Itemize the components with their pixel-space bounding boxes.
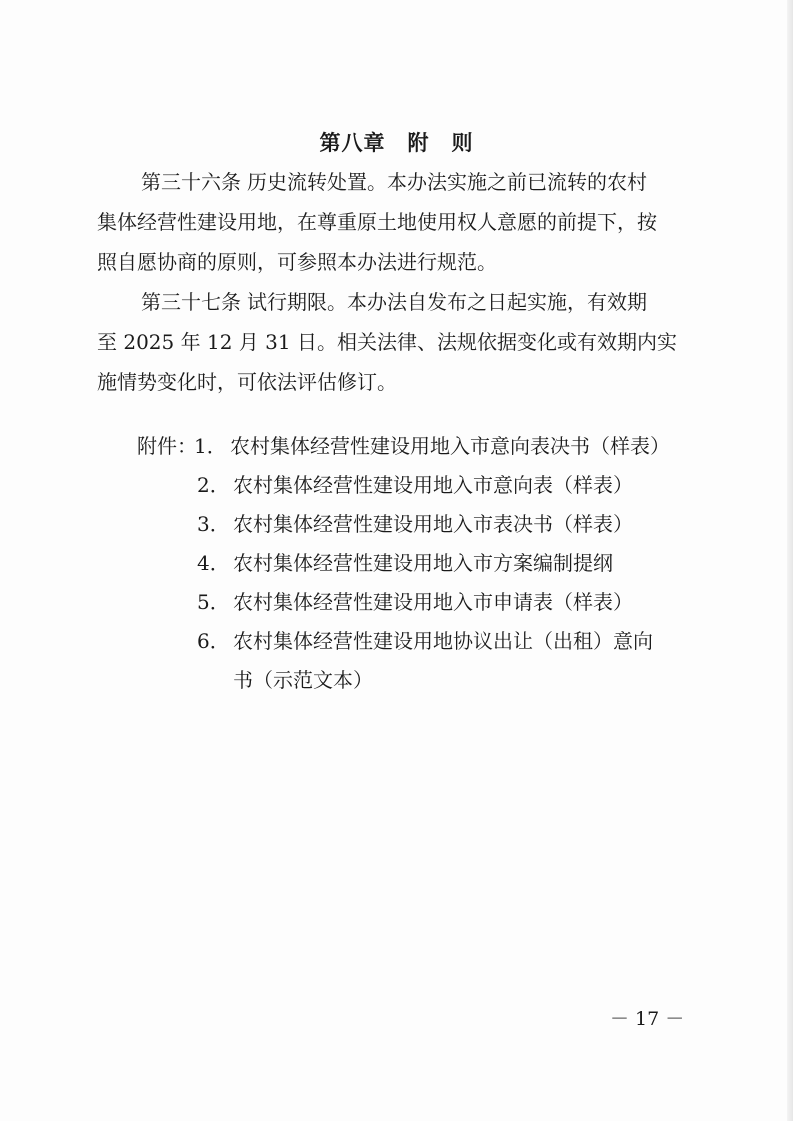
article-37-label: 第三十七条 — [141, 290, 241, 314]
attachment-title: 农村集体经营性建设用地协议出让（出租）意向 — [233, 629, 653, 653]
attachment-title: 农村集体经营性建设用地入市方案编制提纲 — [233, 551, 613, 575]
chapter-title: 第八章 附 则 — [319, 131, 474, 155]
attachment-number: 5． — [197, 590, 230, 614]
attachment-item-5 — [137, 583, 757, 622]
attachment-title: 农村集体经营性建设用地入市申请表（样表） — [233, 590, 633, 614]
attachments-list — [137, 427, 757, 700]
attachment-title: 农村集体经营性建设用地入市表决书（样表） — [233, 512, 633, 536]
attachment-number: 3． — [197, 512, 230, 536]
article-36-line-3: 照自愿协商的原则，可参照本办法进行规范。 — [97, 250, 497, 274]
article-37-line-1 — [135, 282, 695, 322]
attachment-item-1 — [137, 427, 757, 466]
article-36-text-1: 历史流转处置。本办法实施之前已流转的农村 — [247, 170, 647, 194]
attachment-number: 2． — [197, 473, 230, 497]
attachment-number: 4． — [197, 551, 230, 575]
attachment-item-4 — [137, 544, 757, 583]
attachments-prefix: 附件： — [137, 434, 197, 458]
attachment-item-3 — [137, 505, 757, 544]
attachment-number: 6． — [197, 629, 230, 653]
attachment-item-6 — [137, 622, 757, 661]
attachment-title-continued: 书（示范文本） — [233, 668, 373, 692]
scan-edge — [787, 0, 793, 1121]
article-36-line-1 — [135, 162, 695, 202]
attachment-title: 农村集体经营性建设用地入市意向表（样表） — [233, 473, 633, 497]
article-36-line-2: 集体经营性建设用地，在尊重原土地使用权人意愿的前提下，按 — [97, 210, 657, 234]
article-36-label: 第三十六条 — [141, 170, 241, 194]
article-37-line-2: 至 2025 年 12 月 31 日。相关法律、法规依据变化或有效期内实 — [97, 330, 677, 354]
attachment-number: 1． — [194, 434, 227, 458]
article-37-line-3: 施情势变化时，可依法评估修订。 — [97, 370, 397, 394]
article-36 — [97, 162, 695, 282]
article-37-text-1: 试行期限。本办法自发布之日起实施，有效期 — [247, 290, 647, 314]
attachment-item-2 — [137, 466, 757, 505]
attachment-title: 农村集体经营性建设用地入市意向表决书（样表） — [230, 434, 670, 458]
page-number: － 17 － — [610, 1008, 685, 1030]
article-37 — [97, 282, 695, 402]
